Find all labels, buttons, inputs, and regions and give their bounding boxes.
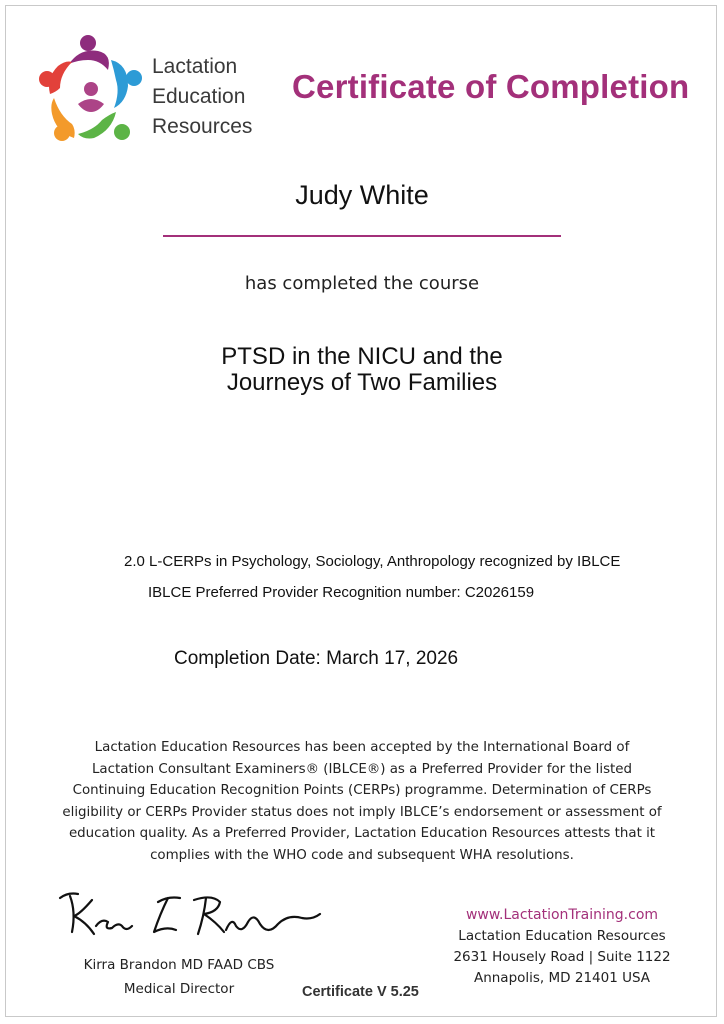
contact-address-line: 2631 Housely Road | Suite 1122 xyxy=(453,949,671,965)
course-title-line: PTSD in the NICU and the xyxy=(221,343,503,370)
people-circle-logo-icon xyxy=(36,34,146,146)
contact-block xyxy=(450,905,674,989)
disclaimer-line: eligibility or CERPs Provider status does not imply IBLCE’s endorsement or assessment of xyxy=(62,804,662,820)
signer-role: Medical Director xyxy=(123,981,235,997)
name-underline xyxy=(163,235,561,237)
disclaimer-line: Lactation Education Resources has been accepted by the International Board of xyxy=(94,740,630,755)
org-name-line: Lactation xyxy=(152,55,238,78)
disclaimer-line: education quality. As a Preferred Provider, Lactation Education Resources attests that it xyxy=(68,826,656,841)
contact-address-line: Annapolis, MD 21401 USA xyxy=(473,970,651,986)
disclaimer-line: Lactation Consultant Examiners® (IBLCE®) as a Preferred Provider for the listed xyxy=(91,761,633,777)
cerps-credit-text: 2.0 L-CERPs in Psychology, Sociology, Anthropology recognized by IBLCE xyxy=(124,553,621,570)
contact-org: Lactation Education Resources xyxy=(458,928,666,944)
course-title xyxy=(0,344,724,396)
completed-course-text: has completed the course xyxy=(244,273,480,294)
signer-name: Kirra Brandon MD FAAD CBS xyxy=(83,957,275,973)
organization-name xyxy=(152,52,252,142)
recipient-name: Judy White xyxy=(295,180,429,210)
handwritten-signature xyxy=(56,888,326,950)
disclaimer-line: Continuing Education Recognition Points (CERPs) programme. Determination of CERPs xyxy=(72,783,652,798)
provider-number-text: IBLCE Preferred Provider Recognition number: C2026159 xyxy=(148,584,535,601)
completion-date: Completion Date: March 17, 2026 xyxy=(174,648,459,669)
website-link[interactable]: www.LactationTraining.com xyxy=(465,907,659,923)
signer-block xyxy=(48,953,310,1001)
org-name-line: Education xyxy=(152,85,246,108)
course-title-line: Journeys of Two Families xyxy=(226,369,498,396)
certificate-title: Certificate of Completion xyxy=(292,68,690,105)
org-name-line: Resources xyxy=(152,115,253,138)
accreditation-disclaimer xyxy=(60,737,664,866)
certificate-version: Certificate V 5.25 xyxy=(302,984,419,1000)
disclaimer-line: complies with the WHO code and subsequent WHA resolutions. xyxy=(150,847,574,863)
